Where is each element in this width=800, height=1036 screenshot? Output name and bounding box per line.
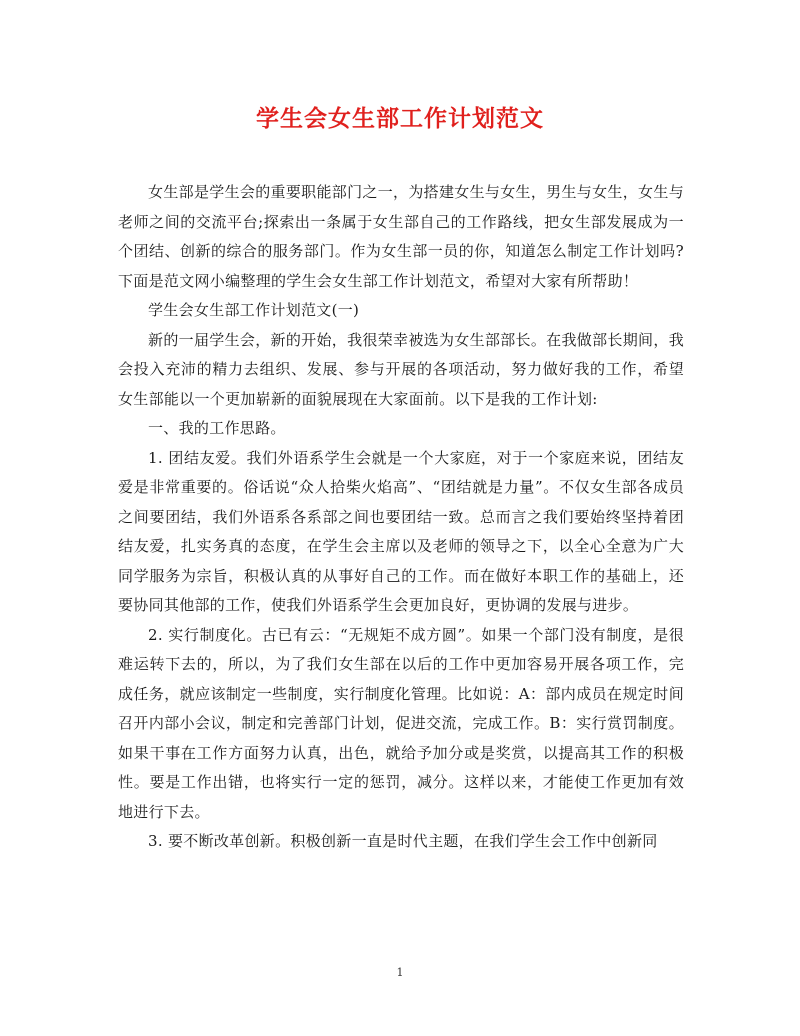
paragraph-unity: 1. 团结友爱。我们外语系学生会就是一个大家庭，对于一个家庭来说，团结友爱是非常重要的。俗话说“众人拾柴火焰高”、“团结就是力量”。不仅女生部各成员之间要团结，我们外语系各系部之间也要团结一致。总而言之我们要始终坚持着团结友爱，扎实务真的态度，在学生会主席以及老师的领导之下，以全心全意为广大同学服务为宗旨，积极认真的从事好自己的工作。而在做好本职工作的基础上，还要协同其他部的工作，使我们外语系学生会更加良好，更协调的发展与进步。 <box>118 448 684 614</box>
section-heading: 学生会女生部工作计划范文(一) <box>148 301 360 319</box>
page-number: 1 <box>396 966 404 979</box>
document-title: 学生会女生部工作计划范文 <box>256 105 544 132</box>
document-body <box>118 178 684 857</box>
paragraph-innovation: 3. 要不断改革创新。积极创新一直是时代主题，在我们学生会工作中创新同 <box>148 832 658 850</box>
opening-paragraph: 新的一届学生会，新的开始，我很荣幸被选为女生部部长。在我做部长期间，我会投入充沛的精力去组织、发展、参与开展的各项活动，努力做好我的工作，希望女生部能以一个更加崭新的面貌展现在大家面前。以下是我的工作计划: <box>118 330 684 408</box>
subheading-work-ideas: 一、我的工作思路。 <box>148 419 286 437</box>
paragraph-institutionalization: 2. 实行制度化。古已有云：“无规矩不成方圆”。如果一个部门没有制度，是很难运转下去的，所以，为了我们女生部在以后的工作中更加容易开展各项工作，完成任务，就应该制定一些制度，实行制度化管理。比如说：A：部内成员在规定时间召开内部小会议，制定和完善部门计划，促进交流，完成工作。B：实行赏罚制度。如果干事在工作方面努力认真，出色，就给予加分或是奖赏，以提高其工作的积极性。要是工作出错，也将实行一定的惩罚，减分。这样以来，才能使工作更加有效地进行下去。 <box>118 625 684 821</box>
intro-paragraph: 女生部是学生会的重要职能部门之一，为搭建女生与女生，男生与女生，女生与老师之间的交流平台;探索出一条属于女生部自己的工作路线，把女生部发展成为一个团结、创新的综合的服务部门。作为女生部一员的你，知道怎么制定工作计划吗?下面是范文网小编整理的学生会女生部工作计划范文，希望对大家有所帮助！ <box>118 183 684 290</box>
